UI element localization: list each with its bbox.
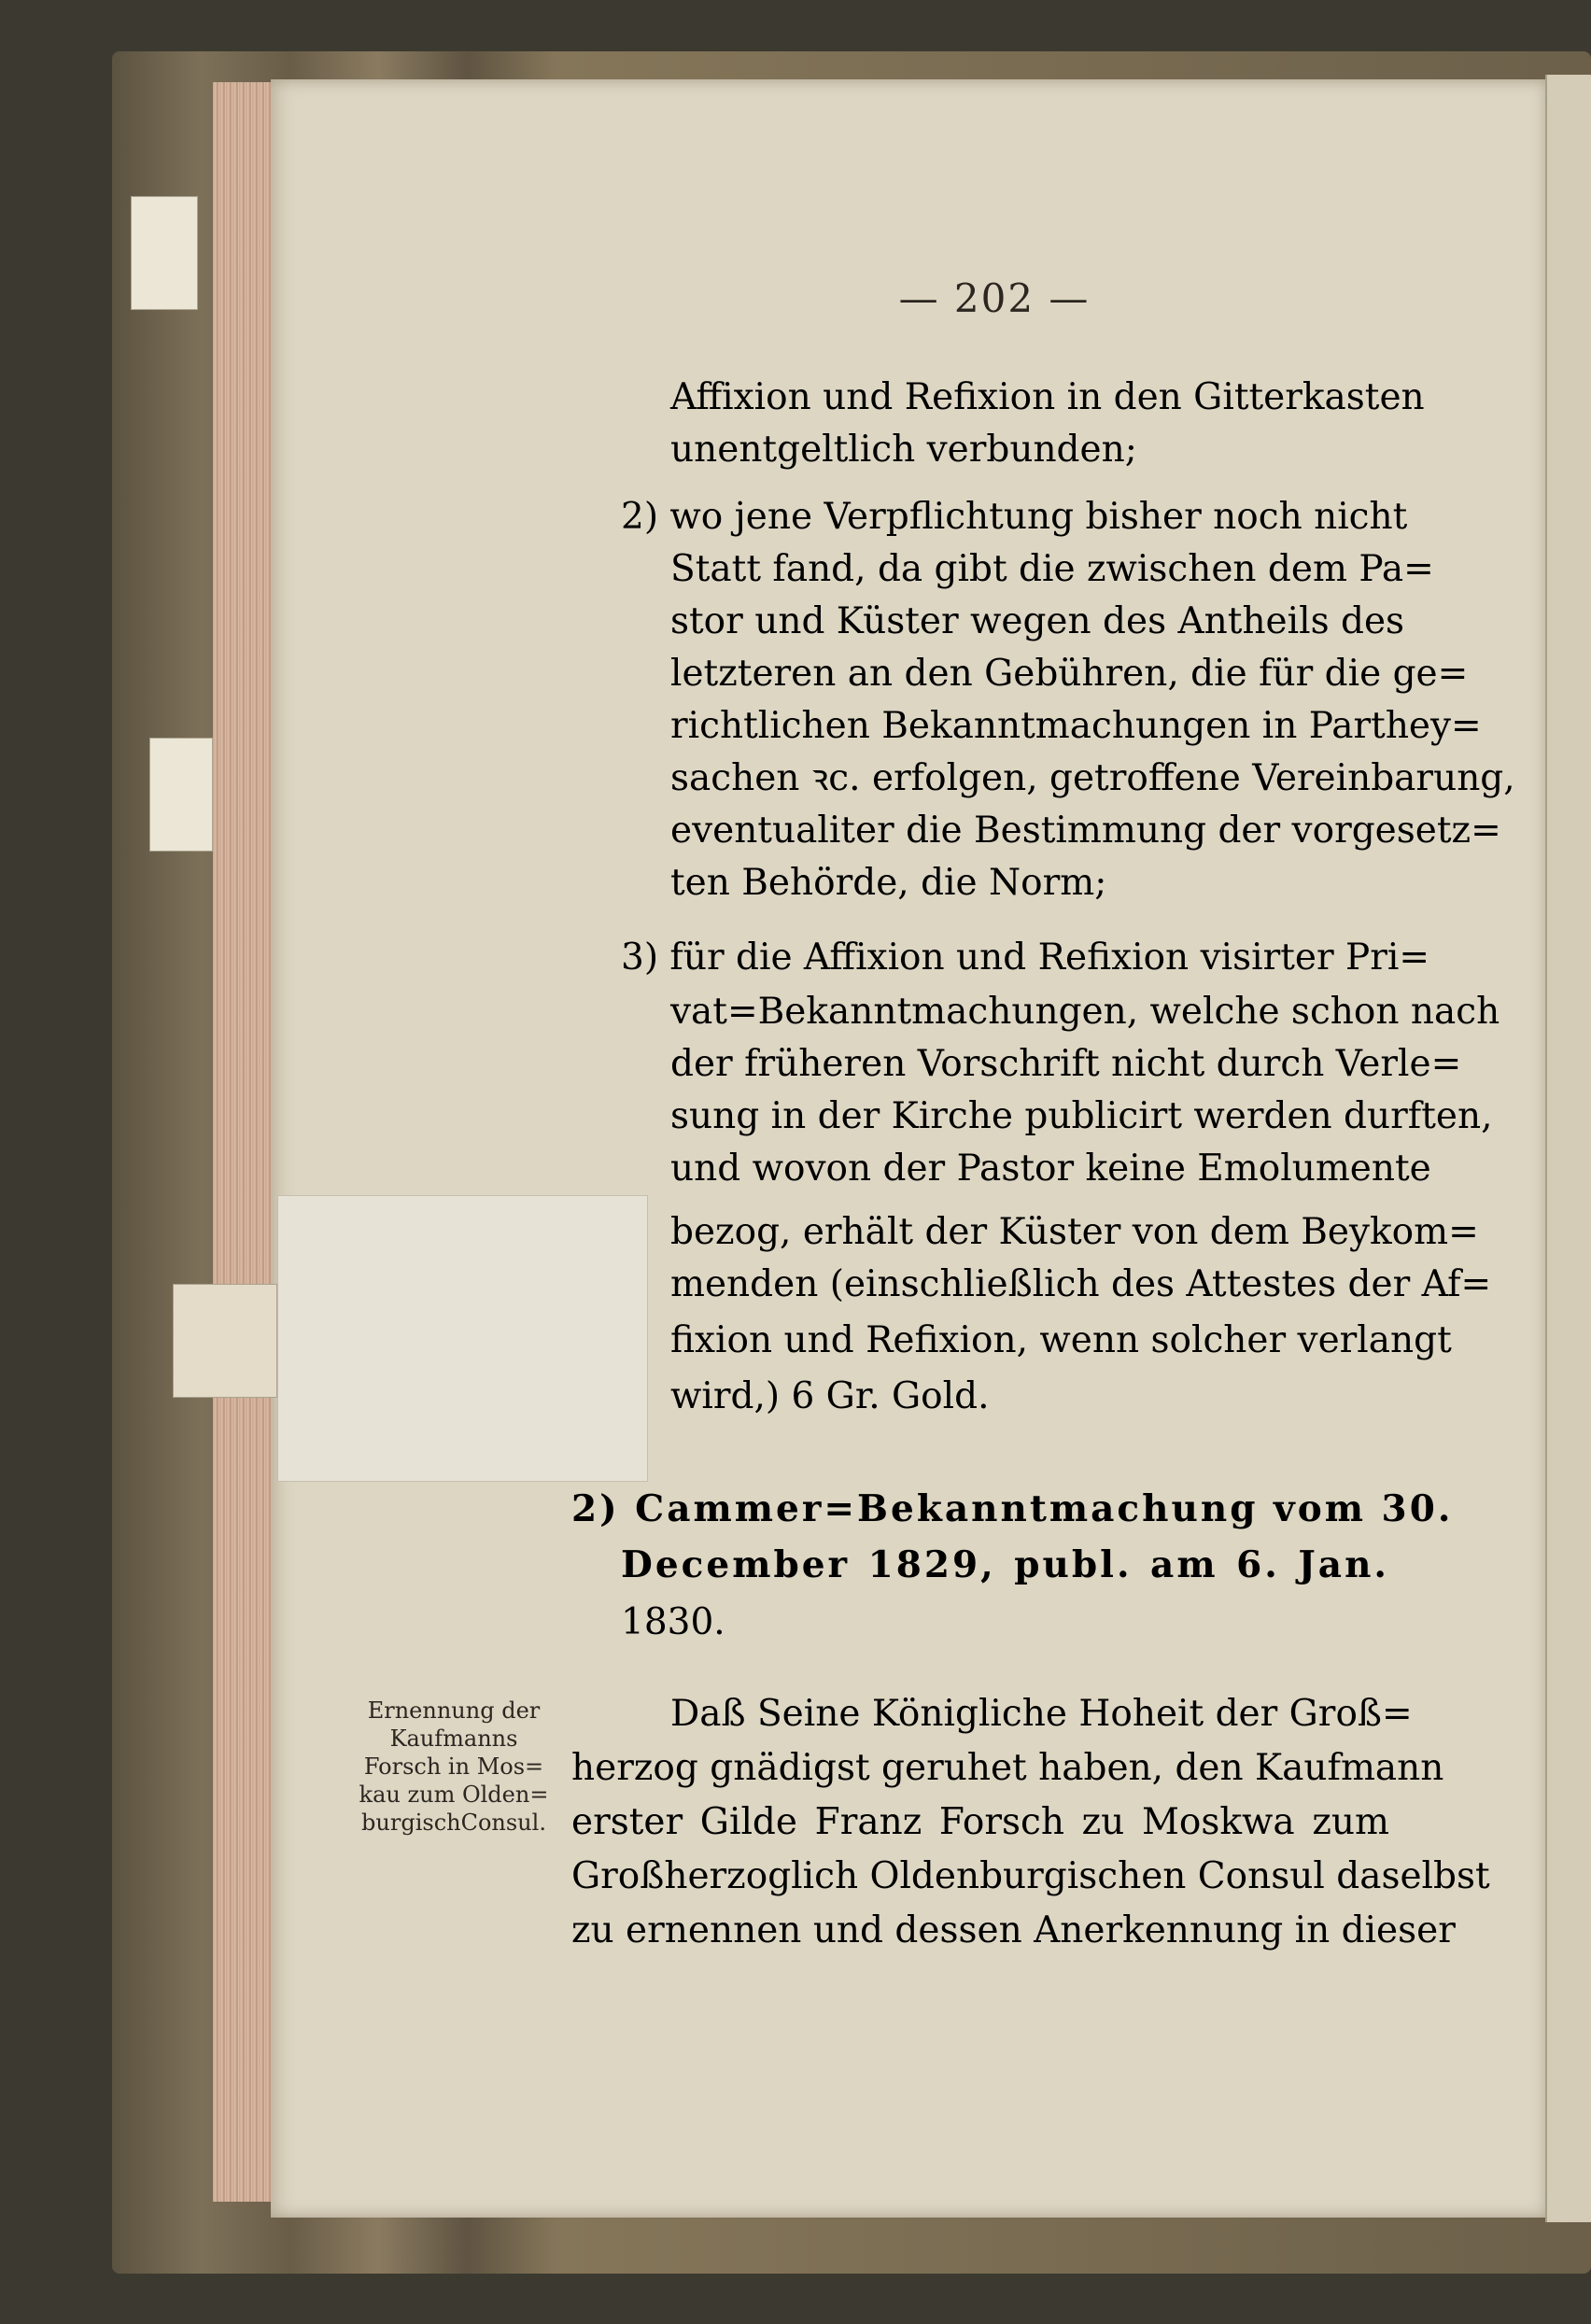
text-line: 2) wo jene Verpflichtung bisher noch nicht <box>621 496 1408 538</box>
text-line: und wovon der Pastor keine Emolumente <box>670 1148 1431 1190</box>
text-line: unentgeltlich verbunden; <box>670 429 1137 471</box>
section-heading: December 1829, publ. am 6. Jan. <box>621 1543 1389 1586</box>
text-line: ten Behörde, die Norm; <box>670 862 1107 904</box>
margin-note-line: Kaufmanns <box>389 1725 518 1752</box>
margin-note-line: burgischConsul. <box>361 1810 546 1836</box>
text-line: letzteren an den Gebühren, die für die ge= <box>670 653 1469 695</box>
facing-page-edge <box>1545 75 1591 2222</box>
page-number: — 202 — <box>898 275 1091 321</box>
text-line: der früheren Vorschrift nicht durch Verle= <box>670 1043 1462 1085</box>
text-line: Statt fand, da gibt die zwischen dem Pa= <box>670 548 1434 590</box>
text-line: zu ernennen und dessen Anerkennung in dieser <box>571 1909 1456 1951</box>
text-line: 3) für die Affixion und Refixion visirter Pri= <box>621 937 1430 979</box>
text-line: erster Gilde Franz Forsch zu Moskwa zum <box>571 1801 1389 1843</box>
text-line: sachen ꝛc. erfolgen, getroffene Vereinbarung, <box>670 757 1515 799</box>
text-line: herzog gnädigst geruhet haben, den Kaufmann <box>571 1747 1444 1789</box>
margin-note-line: Forsch in Mos= <box>363 1754 544 1780</box>
text-line: menden (einschließlich des Attestes der Af= <box>670 1263 1492 1305</box>
text-line: sung in der Kirche publicirt werden durften, <box>670 1095 1493 1137</box>
text-line: vat=Bekanntmachungen, welche schon nach <box>670 991 1500 1033</box>
section-heading: 1830. <box>621 1601 725 1643</box>
section-heading: 2) Cammer=Bekanntmachung vom 30. <box>571 1487 1454 1530</box>
page-edges <box>213 82 278 2202</box>
text-line: fixion und Refixion, wenn solcher verlangt <box>670 1319 1452 1361</box>
margin-note-line: kau zum Olden= <box>359 1782 549 1808</box>
paper-tab <box>149 738 213 852</box>
text-line: wird,) 6 Gr. Gold. <box>670 1375 990 1417</box>
text-line: eventualiter die Bestimmung der vorgesetz= <box>670 810 1501 852</box>
paper-slip <box>277 1195 648 1482</box>
text-line: Affixion und Refixion in den Gitterkasten <box>670 376 1425 418</box>
margin-note-line: Ernennung der <box>367 1697 541 1724</box>
text-line: Großherzoglich Oldenburgischen Consul daselbst <box>571 1855 1490 1897</box>
text-line: stor und Küster wegen des Antheils des <box>670 600 1405 642</box>
paper-tab <box>131 196 198 310</box>
text-line: bezog, erhält der Küster von dem Beykom= <box>670 1211 1479 1253</box>
text-line: richtlichen Bekanntmachungen in Parthey= <box>670 705 1482 747</box>
paper-tab <box>173 1284 277 1398</box>
text-line: Daß Seine Königliche Hoheit der Groß= <box>670 1693 1413 1735</box>
